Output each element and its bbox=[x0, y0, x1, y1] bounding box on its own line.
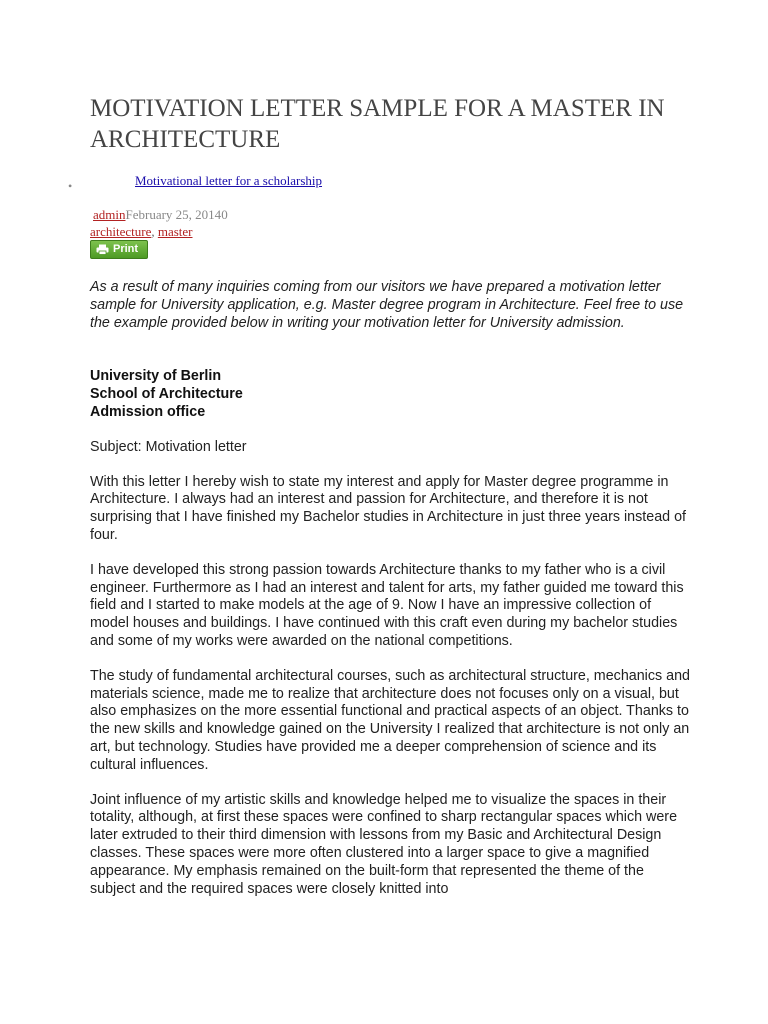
body-paragraph-1: With this letter I hereby wish to state my interest and apply for Master degree programme in Architecture. I always had an interest and passion for Architecture, and therefore it is not surprising that I have finished my Bachelor studies in Architecture in just three years instead of four. bbox=[90, 473, 687, 543]
tag-list bbox=[90, 224, 193, 240]
body-paragraph-3: The study of fundamental architectural courses, such as architectural structure, mechanics and materials science, made me to realize that architecture does not focuses only on a visual, but also emphasizes on the more essential functional and practical aspects of an object. Thanks to the new skills and knowledge gained on the University I realized that architecture is not only an art, but technology. Studies have provided me a deeper comprehension of science and its cultural influences. bbox=[90, 667, 690, 773]
related-bullet: • bbox=[68, 179, 73, 193]
intro-paragraph: As a result of many inquiries coming from our visitors we have prepared a motivation letter sample for University application, e.g. Master degree program in Architecture. Feel free to use the example provided below in writing your motivation letter for University admission. bbox=[90, 279, 684, 331]
article-body bbox=[90, 279, 690, 898]
printer-icon bbox=[96, 244, 109, 255]
comment-count: 0 bbox=[221, 207, 228, 222]
body-paragraph-2: I have developed this strong passion towards Architecture thanks to my father who is a civil engineer. Furthermore as I had an interest and talent for arts, my father guided me toward this field and I started to make models at the age of 9. Now I have an impressive collection of model houses and buildings. I have continued with this craft even during my bachelor studies and some of my works were awarded on the national competitions. bbox=[90, 561, 684, 649]
post-date: February 25, 2014 bbox=[125, 207, 222, 222]
address-line-office: Admission office bbox=[90, 403, 206, 420]
related-article-link[interactable]: Motivational letter for a scholarship bbox=[135, 173, 323, 188]
print-label: Print bbox=[113, 243, 139, 255]
post-meta bbox=[90, 207, 228, 223]
address-line-university: University of Berlin bbox=[90, 368, 222, 385]
author-link[interactable]: admin bbox=[93, 207, 126, 222]
tag-link-master[interactable]: master bbox=[157, 224, 193, 239]
address-line-school: School of Architecture bbox=[90, 386, 243, 403]
recipient-address bbox=[90, 368, 690, 421]
tag-link-architecture[interactable]: architecture bbox=[90, 224, 152, 239]
print-button[interactable] bbox=[90, 240, 148, 259]
tag-separator: , bbox=[151, 224, 158, 239]
body-paragraph-4: Joint influence of my artistic skills and knowledge helped me to visualize the spaces in their totality, although, at first these spaces were confined to sharp rectangular spaces which were later extruded to their third dimension with lessons from my Basic and Architectural Design classes. These spaces were more often clustered into a larger space to give a magnified appearance. My emphasis remained on the built-form that represented the theme of the subject and the required spaces were closely knitted into bbox=[90, 791, 678, 897]
subject-line: Subject: Motivation letter bbox=[90, 438, 247, 455]
article-title: MOTIVATION LETTER SAMPLE FOR A MASTER IN ARCHITECTURE bbox=[90, 95, 665, 153]
